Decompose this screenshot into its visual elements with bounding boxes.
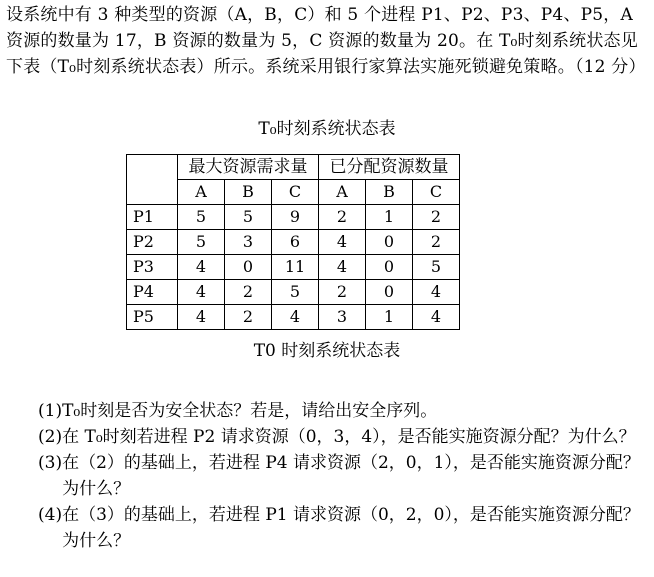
alloc-value: 1 bbox=[366, 305, 413, 330]
column-header-b: B bbox=[225, 180, 272, 205]
max-value: 4 bbox=[178, 305, 225, 330]
max-value: 3 bbox=[225, 230, 272, 255]
column-header-c: C bbox=[272, 180, 319, 205]
table-caption: T0 时刻系统状态表 bbox=[253, 341, 401, 361]
question-text: T₀时刻是否为安全状态？若是，请给出安全序列。 bbox=[62, 401, 438, 421]
table-row bbox=[127, 230, 460, 255]
alloc-value: 1 bbox=[366, 205, 413, 230]
question-text: 在（3）的基础上，若进程 P1 请求资源（0，2，0），是否能实施资源分配？为什么？ bbox=[62, 505, 640, 551]
max-value: 4 bbox=[178, 280, 225, 305]
table-title: T₀时刻系统状态表 bbox=[258, 119, 396, 139]
alloc-value: 2 bbox=[319, 205, 366, 230]
table-corner-cell bbox=[127, 155, 178, 205]
table-header-row bbox=[127, 155, 460, 180]
question-number: (4) bbox=[38, 505, 63, 525]
max-value: 11 bbox=[272, 255, 319, 280]
table-row bbox=[127, 205, 460, 230]
process-label: P2 bbox=[127, 230, 178, 255]
max-demand-header: 最大资源需求量 bbox=[178, 155, 319, 180]
alloc-value: 4 bbox=[413, 305, 460, 330]
question-item bbox=[38, 398, 650, 424]
alloc-value: 2 bbox=[413, 205, 460, 230]
max-value: 0 bbox=[225, 255, 272, 280]
column-header-a: A bbox=[178, 180, 225, 205]
process-label: P1 bbox=[127, 205, 178, 230]
problem-statement: 设系统中有 3 种类型的资源（A，B，C）和 5 个进程 P1、P2、P3、P4、P5，A 资源的数量为 17，B 资源的数量为 5，C 资源的数量为 20。在 T₀时刻系统状态见下表（T₀时刻系统状态表）所示。系统采用银行家算法实施死锁避免策略。（12 分） bbox=[6, 5, 646, 77]
max-value: 5 bbox=[178, 230, 225, 255]
alloc-value: 0 bbox=[366, 230, 413, 255]
max-value: 9 bbox=[272, 205, 319, 230]
question-text: 在 T₀时刻若进程 P2 请求资源（0，3，4），是否能实施资源分配？为什么？ bbox=[62, 427, 636, 447]
question-text: 在（2）的基础上，若进程 P4 请求资源（2，0，1），是否能实施资源分配？为什么？ bbox=[62, 453, 640, 499]
column-header-a: A bbox=[319, 180, 366, 205]
max-value: 5 bbox=[178, 205, 225, 230]
system-state-table bbox=[126, 154, 460, 330]
max-value: 4 bbox=[272, 305, 319, 330]
max-value: 6 bbox=[272, 230, 319, 255]
alloc-value: 2 bbox=[413, 230, 460, 255]
table-row bbox=[127, 305, 460, 330]
max-value: 2 bbox=[225, 280, 272, 305]
alloc-value: 0 bbox=[366, 255, 413, 280]
table-row bbox=[127, 255, 460, 280]
alloc-value: 2 bbox=[319, 280, 366, 305]
max-value: 5 bbox=[225, 205, 272, 230]
alloc-value: 3 bbox=[319, 305, 366, 330]
process-label: P3 bbox=[127, 255, 178, 280]
question-number: (1) bbox=[38, 401, 63, 421]
max-value: 2 bbox=[225, 305, 272, 330]
question-number: (3) bbox=[38, 453, 63, 473]
question-list bbox=[38, 398, 650, 554]
question-item bbox=[38, 450, 650, 502]
table-row bbox=[127, 280, 460, 305]
column-header-b: B bbox=[366, 180, 413, 205]
column-header-c: C bbox=[413, 180, 460, 205]
alloc-value: 0 bbox=[366, 280, 413, 305]
process-label: P5 bbox=[127, 305, 178, 330]
question-item bbox=[38, 502, 650, 554]
alloc-value: 5 bbox=[413, 255, 460, 280]
process-label: P4 bbox=[127, 280, 178, 305]
alloc-value: 4 bbox=[413, 280, 460, 305]
question-item bbox=[38, 424, 650, 450]
question-number: (2) bbox=[38, 427, 63, 447]
allocated-header: 已分配资源数量 bbox=[319, 155, 460, 180]
max-value: 5 bbox=[272, 280, 319, 305]
alloc-value: 4 bbox=[319, 230, 366, 255]
alloc-value: 4 bbox=[319, 255, 366, 280]
max-value: 4 bbox=[178, 255, 225, 280]
